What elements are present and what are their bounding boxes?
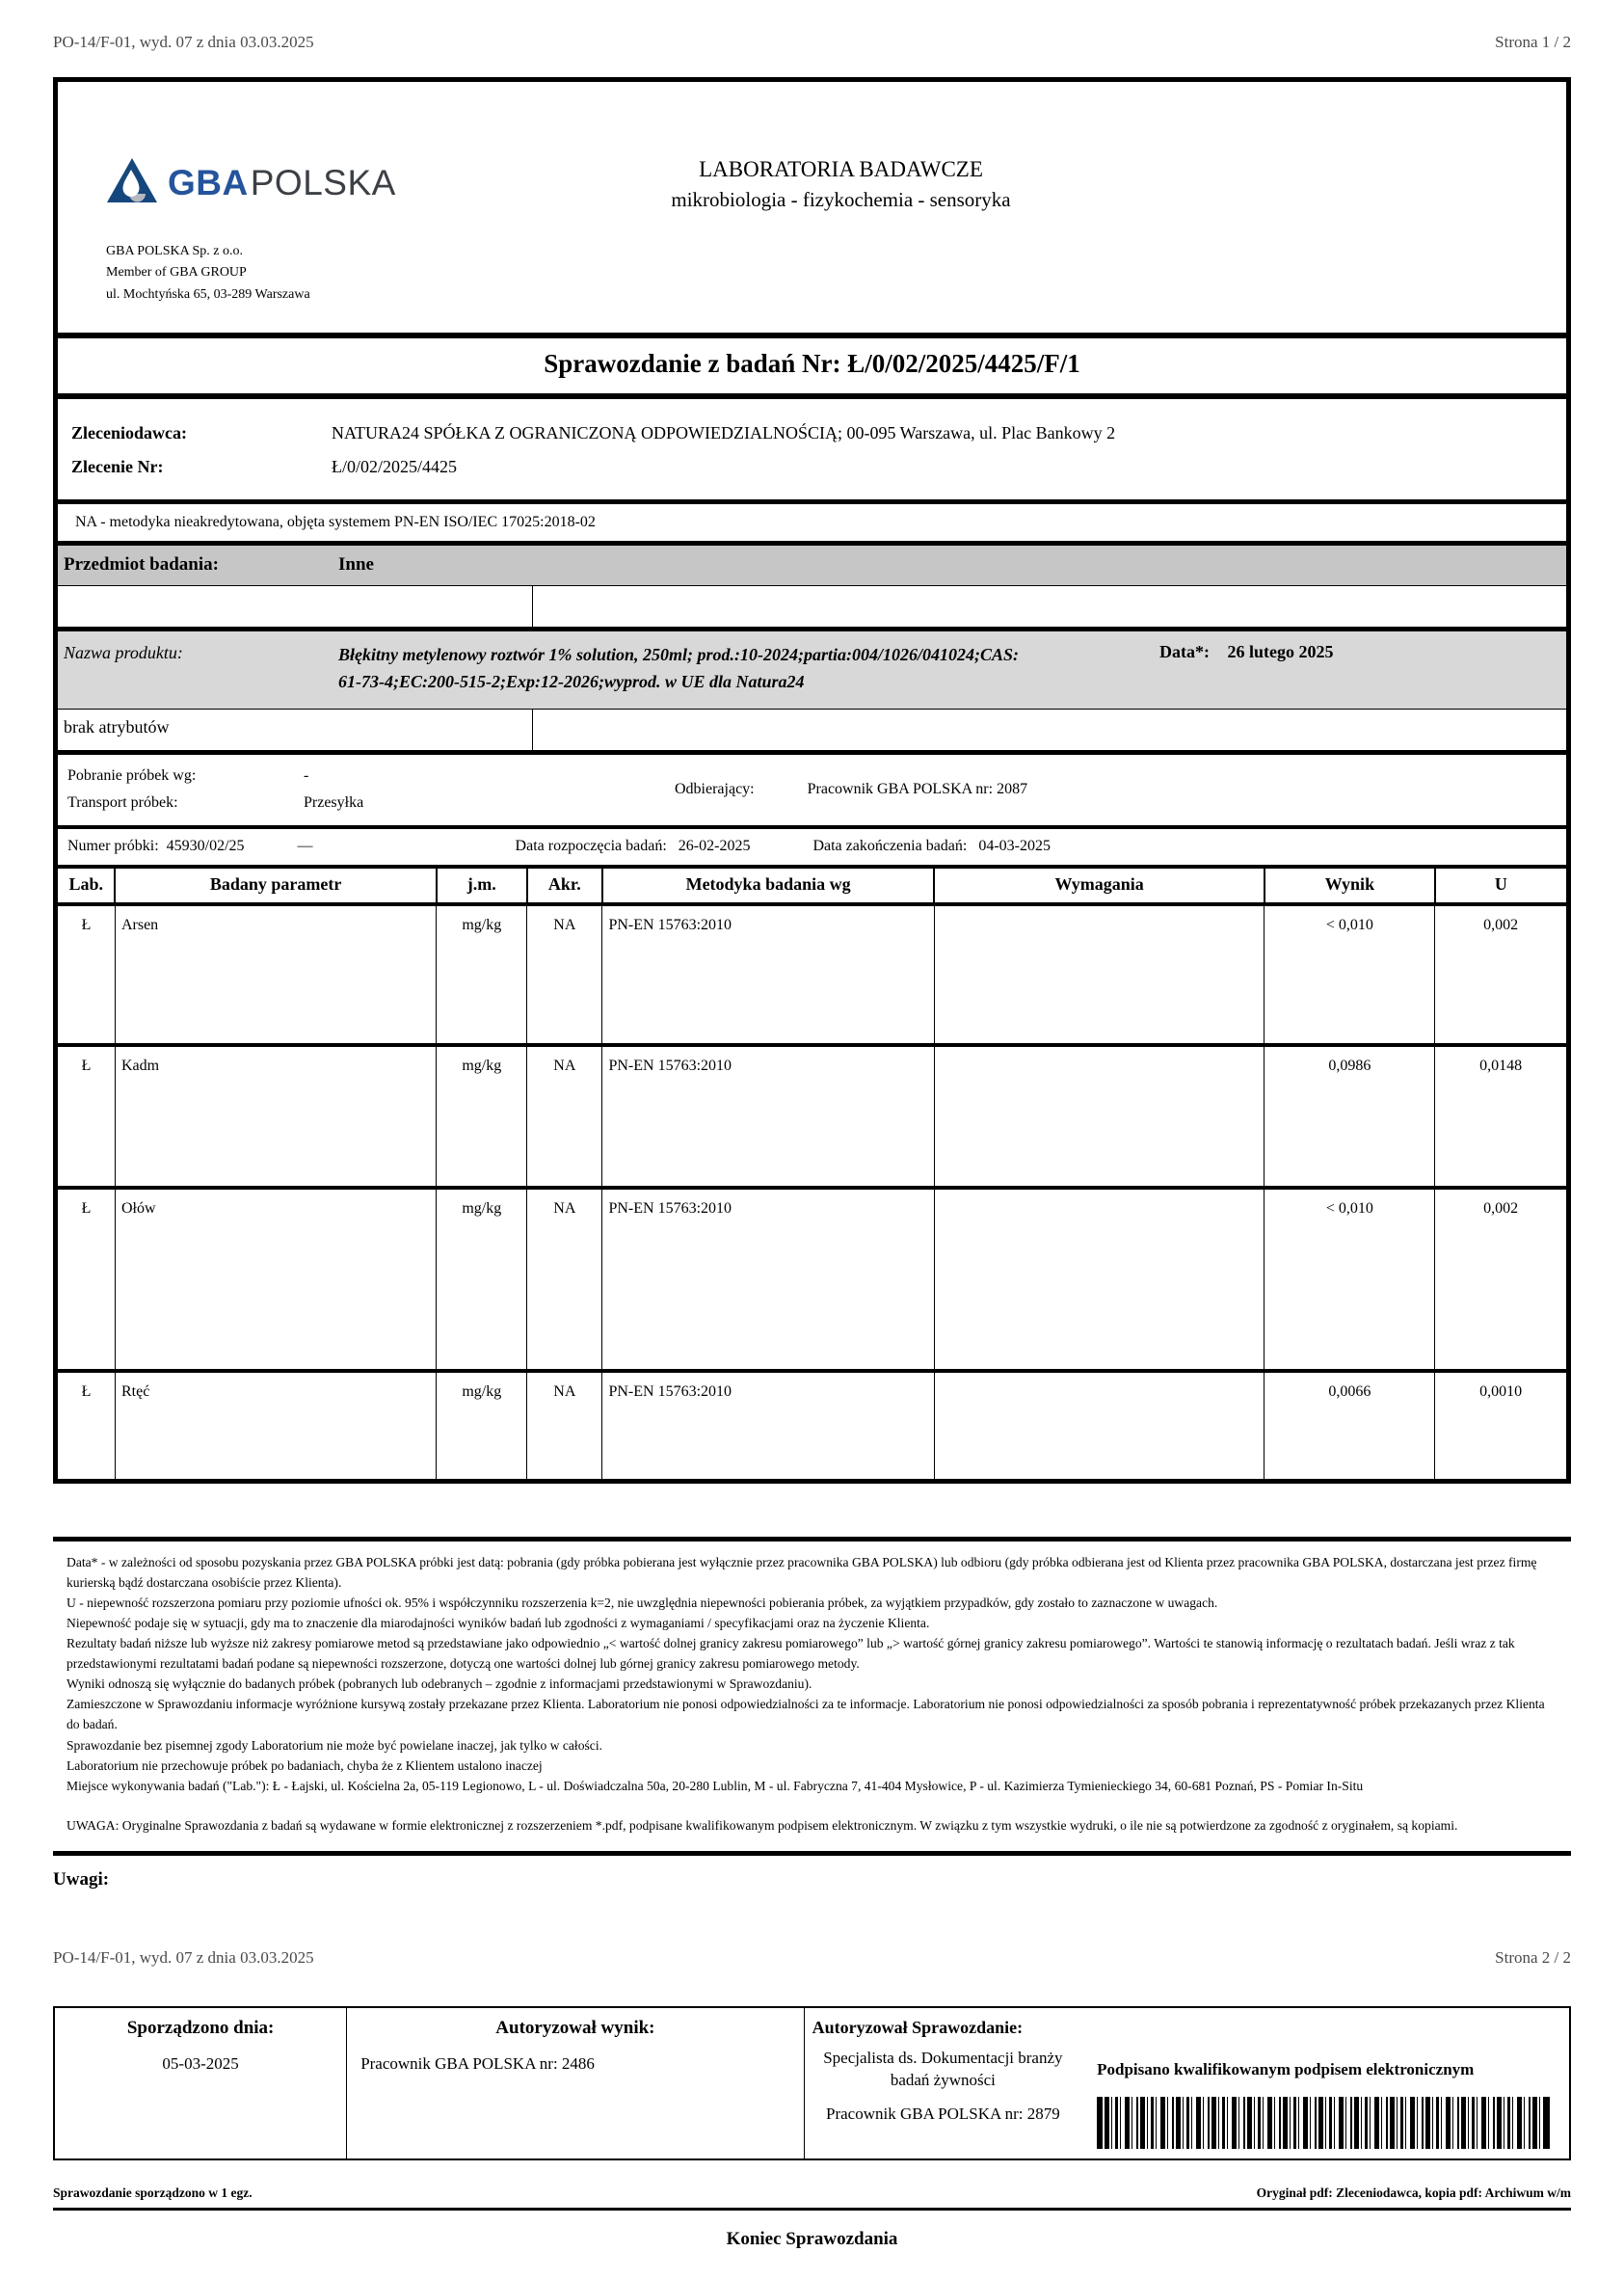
company-street: ul. Mochtyńska 65, 03-289 Warszawa [106, 286, 310, 302]
transport-label: Transport próbek: [67, 793, 178, 811]
cell-u: 0,0010 [1435, 1371, 1566, 1479]
header-u: U [1435, 867, 1566, 904]
client-row [71, 416, 1566, 450]
sample-dash: — [297, 837, 313, 854]
cell-unit: mg/kg [437, 904, 527, 1045]
signature-barcode [1097, 2097, 1550, 2149]
company-address [58, 212, 1566, 306]
footnote-lines [67, 1552, 1557, 1796]
sampling-row [58, 750, 1566, 825]
footnote-line: Laboratorium nie przechowuje próbek po badaniach, chyba że z Klientem ustalono inaczej [67, 1757, 543, 1773]
sample-number-label: Numer próbki: [67, 837, 159, 854]
distribution-note: Oryginał pdf: Zleceniodawca, kopia pdf: Archiwum w/m [1256, 2185, 1571, 2200]
form-reference-2: PO-14/F-01, wyd. 07 z dnia 03.03.2025 [53, 1947, 314, 1967]
header-result: Wynik [1265, 867, 1435, 904]
header-lab: Lab. [58, 867, 115, 904]
footnote-line: Sprawozdanie bez pisemnej zgody Laboratorium nie może być powielane inaczej, jak tylko w całości. [67, 1737, 603, 1753]
footnote-line: Rezultaty badań niższe lub wyższe niż zakresy pomiarowe metod są przedstawiane jako odpowiednio „< wartość dolnej granicy zakresu pomiarowego” lub „> wartość górnej granicy zakresu pomiarowego”. Wartości te stanowią informację o rezultatach badań. Jeśli wraz z tak przedstawionymi rezultatami badań podane są niepewności rozszerzone, dotyczą one wartości dolnej lub górnej granicy zakresu pomiarowego metody. [67, 1636, 1515, 1672]
cell-akr: NA [527, 1188, 602, 1371]
end-date-label: Data zakończenia badań: [812, 837, 968, 854]
signoff-table [53, 2006, 1571, 2160]
product-label: Nazwa produktu: [64, 643, 183, 663]
order-value: Ł/0/02/2025/4425 [332, 457, 457, 477]
footnote-line: Data* - w zależności od sposobu pozyskania przez GBA POLSKA próbki jest datą: pobrania (gdy próbka pobierana jest wyłącznie przez pracownika GBA POLSKA) lub odbioru (gdy próbka odbierana jest od Klienta przez pracownika GBA POLSKA, dostarczana jest przez firmę kurierską bądź dostarczana osobiście przez Klienta). [67, 1554, 1537, 1591]
header-method: Metodyka badania wg [602, 867, 934, 904]
company-name: GBA POLSKA Sp. z o.o. [106, 244, 243, 258]
cell-lab: Ł [58, 904, 115, 1045]
cell-akr: NA [527, 1371, 602, 1479]
empty-cell-left [58, 586, 533, 627]
end-of-report: Koniec Sprawozdania [726, 2228, 898, 2249]
attributes-value: brak atrybutów [58, 710, 533, 750]
collection-label: Pobranie próbek wg: [67, 766, 197, 784]
result-auth-value: Pracownik GBA POLSKA nr: 2486 [360, 2053, 595, 2073]
footer-row [53, 2185, 1571, 2211]
cell-result: 0,0066 [1265, 1371, 1435, 1479]
footnotes-block [53, 1537, 1571, 1856]
end-date-value: 04-03-2025 [978, 837, 1051, 854]
end-date [812, 838, 1051, 855]
cell-unit: mg/kg [437, 1188, 527, 1371]
result-auth-label: Autoryzował wynik: [495, 2017, 655, 2038]
copies-note: Sprawozdanie sporządzono w 1 egz. [53, 2185, 253, 2200]
product-value [338, 642, 1119, 696]
results-table [58, 865, 1566, 1479]
cell-result: < 0,010 [1265, 904, 1435, 1045]
client-section [58, 399, 1566, 499]
cell-requirements [934, 1188, 1265, 1371]
report-box [53, 77, 1571, 1484]
footnote-line: Wyniki odnoszą się wyłącznie do badanych próbek (pobranych lub odebranych – zgodnie z informacjami przedstawionymi w Sprawozdaniu). [67, 1676, 812, 1692]
header-unit: j.m. [437, 867, 527, 904]
receiver-value: Pracownik GBA POLSKA nr: 2087 [807, 780, 1028, 797]
receiver-label: Odbierający: [675, 780, 755, 797]
product-row [58, 627, 1566, 709]
report-auth-cell [805, 2008, 1081, 2158]
cell-akr: NA [527, 1045, 602, 1188]
sample-number-value: 45930/02/25 [166, 837, 245, 854]
client-label: Zleceniodawca: [71, 423, 187, 443]
cell-result: 0,0986 [1265, 1045, 1435, 1188]
lab-title-line1: LABORATORIA BADAWCZE [699, 157, 983, 181]
esign-cell [1081, 2008, 1569, 2158]
cell-unit: mg/kg [437, 1371, 527, 1479]
collection-line [67, 763, 675, 790]
cell-method: PN-EN 15763:2010 [602, 904, 934, 1045]
uwaga-note: UWAGA: Oryginalne Sprawozdania z badań są wydawane w formie elektronicznej z rozszerzeniem *.pdf, podpisane kwalifikowanym podpisem elektronicznym. W związku z tym wszystkie wydruki, o ile nie są potwierdzone za zgodność z oryginałem, są kopiami. [67, 1817, 1458, 1833]
table-row [58, 904, 1566, 1045]
gba-polska-logo [106, 157, 424, 208]
header-requirements: Wymagania [934, 867, 1265, 904]
cell-u: 0,002 [1435, 1188, 1566, 1371]
lab-title [424, 157, 1258, 212]
report-auth-value: Pracownik GBA POLSKA nr: 2879 [826, 2104, 1060, 2123]
product-value-line2: 61-73-4;EC:200-515-2;Exp:12-2026;wyprod. w UE dla Natura24 [338, 672, 805, 692]
result-auth-cell [347, 2008, 804, 2158]
start-date [516, 838, 751, 855]
cell-method: PN-EN 15763:2010 [602, 1045, 934, 1188]
table-row [58, 1188, 1566, 1371]
product-value-line1: Błękitny metylenowy roztwór 1% solution, 250ml; prod.:10-2024;partia:004/1026/041024;CAS: [338, 645, 1020, 665]
header-akr: Akr. [527, 867, 602, 904]
table-row [58, 1371, 1566, 1479]
cell-lab: Ł [58, 1188, 115, 1371]
cell-result: < 0,010 [1265, 1188, 1435, 1371]
company-group: Member of GBA GROUP [106, 265, 247, 281]
cell-requirements [934, 1045, 1265, 1188]
footnote-line: Niepewność podaje się w sytuacji, gdy ma to znaczenie dla miarodajności wyników badań lub zgodności z wymaganiami / specyfikacjami oraz na życzenie Klienta. [67, 1616, 930, 1631]
footnote-line: Miejsce wykonywania badań ("Lab."): Ł - Łajski, ul. Kościelna 2a, 05-119 Legionowo, L - ul. Doświadczalna 50a, 20-280 Lublin, M - ul. Fabryczna 7, 41-404 Mysłowice, P - ul. Kazimierza Tymienieckiego 34, 60-681 Poznań, PS - Pomiar In-Situ [67, 1778, 1364, 1793]
page2-header [0, 1890, 1624, 1968]
form-reference: PO-14/F-01, wyd. 07 z dnia 03.03.2025 [53, 33, 314, 51]
report-title: Sprawozdanie z badań Nr: Ł/0/02/2025/4425/F/1 [58, 333, 1566, 399]
report-auth-role: Specjalista ds. Dokumentacji branży badań żywności [823, 2048, 1063, 2089]
product-date-label: Data*: [1159, 642, 1210, 662]
collection-value: - [304, 766, 309, 784]
transport-line [67, 790, 675, 817]
accreditation-note: NA - metodyka nieakredytowana, objęta systemem PN-EN ISO/IEC 17025:2018-02 [58, 499, 1566, 541]
cell-param: Rtęć [115, 1371, 436, 1479]
sampling-info [67, 763, 675, 817]
product-date-value: 26 lutego 2025 [1227, 642, 1334, 662]
empty-split-row [58, 585, 1566, 627]
subject-row [58, 541, 1566, 585]
transport-value: Przesyłka [304, 793, 364, 811]
cell-lab: Ł [58, 1045, 115, 1188]
prepared-label: Sporządzono dnia: [126, 2017, 275, 2038]
logo-droplet-icon [106, 157, 158, 208]
sample-row [58, 825, 1566, 865]
order-label: Zlecenie Nr: [71, 457, 164, 477]
cell-u: 0,0148 [1435, 1045, 1566, 1188]
cell-u: 0,002 [1435, 904, 1566, 1045]
page-number-2: Strona 2 / 2 [1495, 1947, 1571, 1967]
footnote-line: Zamieszczone w Sprawozdaniu informacje wyróżnione kursywą zostały przekazane przez Klienta. Laboratorium nie ponosi odpowiedzialności za te informacje. Laboratorium nie ponosi odpowiedzialności za sposób pobrania i reprezentatywność próbek przekazanych przez Klienta do badań. [67, 1697, 1545, 1732]
logo-polska-text: POLSKA [250, 162, 396, 202]
cell-param: Ołów [115, 1188, 436, 1371]
cell-method: PN-EN 15763:2010 [602, 1188, 934, 1371]
logo-gba-text: GBA [168, 162, 249, 202]
results-header-row [58, 867, 1566, 904]
cell-requirements [934, 1371, 1265, 1479]
attributes-row [58, 709, 1566, 750]
cell-param: Arsen [115, 904, 436, 1045]
attributes-empty-cell [533, 710, 1566, 750]
esign-note: Podpisano kwalifikowanym podpisem elektronicznym [1097, 2059, 1475, 2078]
lab-title-line2: mikrobiologia - fizykochemia - sensoryka [671, 188, 1011, 211]
start-date-label: Data rozpoczęcia badań: [515, 837, 667, 854]
order-row [71, 450, 1566, 484]
cell-unit: mg/kg [437, 1045, 527, 1188]
footnote-line: U - niepewność rozszerzona pomiaru przy poziomie ufności ok. 95% i współczynniku rozszerzenia k=2, nie uwzględnia niepewności pobierania próbek, za wyjątkiem przypadków, gdy zostało to zaznaczone w uwagach. [67, 1595, 1218, 1611]
cell-requirements [934, 904, 1265, 1045]
cell-param: Kadm [115, 1045, 436, 1188]
product-date [1159, 642, 1334, 696]
page-number: Strona 1 / 2 [1495, 33, 1571, 51]
start-date-value: 26-02-2025 [678, 837, 751, 854]
table-row [58, 1045, 1566, 1188]
subject-value: Inne [338, 554, 374, 576]
header-param: Badany parametr [115, 867, 436, 904]
page-header [0, 0, 1624, 52]
prepared-cell [55, 2008, 347, 2158]
empty-cell-right [533, 586, 1566, 627]
report-auth-label: Autoryzował Sprawozdanie: [812, 2017, 1024, 2037]
cell-lab: Ł [81, 1382, 92, 1400]
client-value: NATURA24 SPÓŁKA Z OGRANICZONĄ ODPOWIEDZIALNOŚCIĄ; 00-095 Warszawa, ul. Plac Bankowy 2 [332, 423, 1116, 443]
cell-method: PN-EN 15763:2010 [602, 1371, 934, 1479]
subject-label: Przedmiot badania: [64, 554, 219, 576]
cell-akr: NA [527, 904, 602, 1045]
logo-wordmark [168, 163, 396, 203]
prepared-value: 05-03-2025 [162, 2053, 239, 2073]
report-head [58, 82, 1566, 212]
remarks-label: Uwagi: [53, 1868, 110, 1890]
